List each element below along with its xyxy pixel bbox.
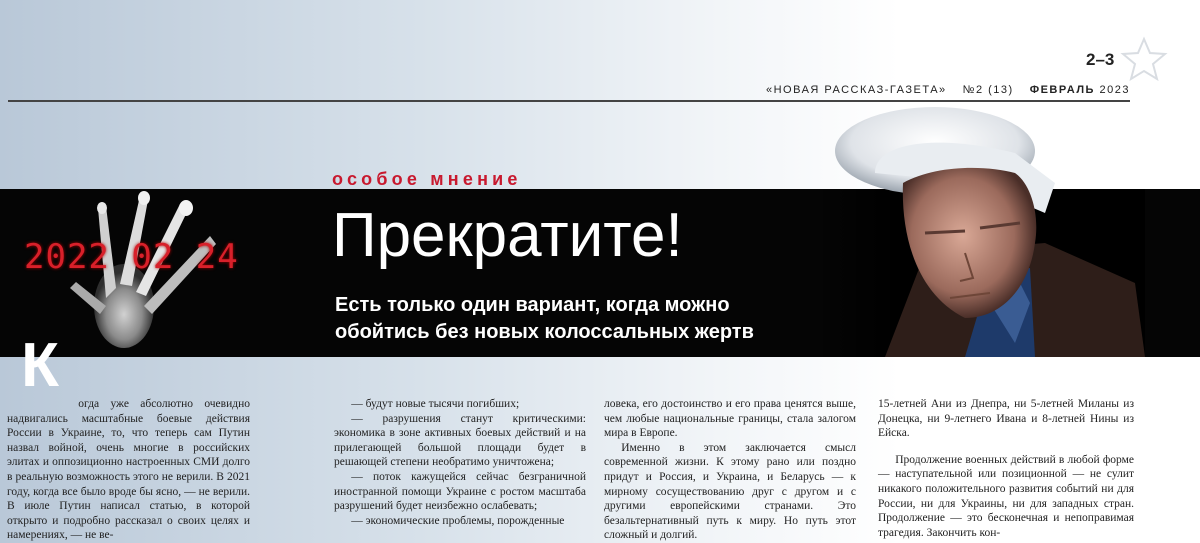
page-number: 2–3 (1086, 50, 1115, 69)
paragraph: ловека, его достоинство и его права ценятся выше, чем любые национальные границы, стала залогом мира в Европе. (604, 398, 856, 440)
drop-cap-letter: К (21, 331, 59, 400)
date-led-display: 2022 02 24 (24, 237, 239, 277)
issue-year: 2023 (1099, 84, 1130, 96)
star-icon[interactable] (1120, 36, 1168, 82)
issue-number: №2 (13) (962, 84, 1014, 96)
article-headline: Прекратите! (332, 201, 683, 270)
masthead (700, 84, 1130, 96)
paragraph: — будут новые тысячи погибших; (351, 398, 520, 410)
section-rubric: особое мнение (332, 169, 522, 189)
newspaper-name: «НОВАЯ РАССКАЗ-ГАЗЕТА» (765, 84, 947, 96)
masthead-rule (8, 100, 1130, 102)
text-column-2 (334, 397, 586, 528)
author-portrait (815, 103, 1145, 357)
text-column-3 (604, 397, 856, 543)
article-subheadline: Есть только один вариант, когда можно обойтись без новых колоссальных жертв (335, 294, 754, 343)
text-column-1 (7, 397, 250, 543)
paragraph: огда уже абсолютно очевидно надвигались масштабные боевые действия России в Украине, то, что теперь сам Путин назвал войной, очень многие в российских элитах и оппозиционно настроенных СМИ долго в реальную возможность этого не верили. В 2021 году, когда все было вроде бы ясно, — не верили. В июле Путин написал статью, в которой открыто и подробно рассказал о своих целях и намерениях, — не ве- (7, 398, 250, 542)
text-column-4 (878, 397, 1134, 540)
paragraph: — экономические проблемы, порожденные (351, 514, 565, 527)
paragraph: Продолжение военных действий в любой форме — наступательной или позиционной — не сулит никакого положительного развития событий ни для России, ни для Украины, ни для западных стран. Продолжение — это бесконечная и непоправимая трагедия. Закончить кон- (878, 453, 1134, 539)
paragraph: — разрушения станут критическими: экономика в зоне активных боевых действий и на прилегающей большой площади будет в решающей степени необратимо уничтожена; (334, 412, 586, 469)
paragraph: Именно в этом заключается смысл современной жизни. К этому рано или поздно придут и Россия, и Украина, и Беларусь — к мирному сосуществованию друг с другом и с другими европейскими странами. Это безальтернативный путь к миру. Но путь этот сложный и долгий. (604, 441, 856, 542)
paragraph: — поток кажущейся сейчас безграничной иностранной помощи Украине с ростом масштаба разрушений будет неизбежно ослабевать; (334, 470, 586, 513)
paragraph: 15-летней Ани из Днепра, ни 5-летней Миланы из Донецка, ни 9-летнего Ивана и 8-летней Нины из Ейска. (878, 398, 1134, 440)
issue-month: ФЕВРАЛЬ (1029, 84, 1095, 96)
